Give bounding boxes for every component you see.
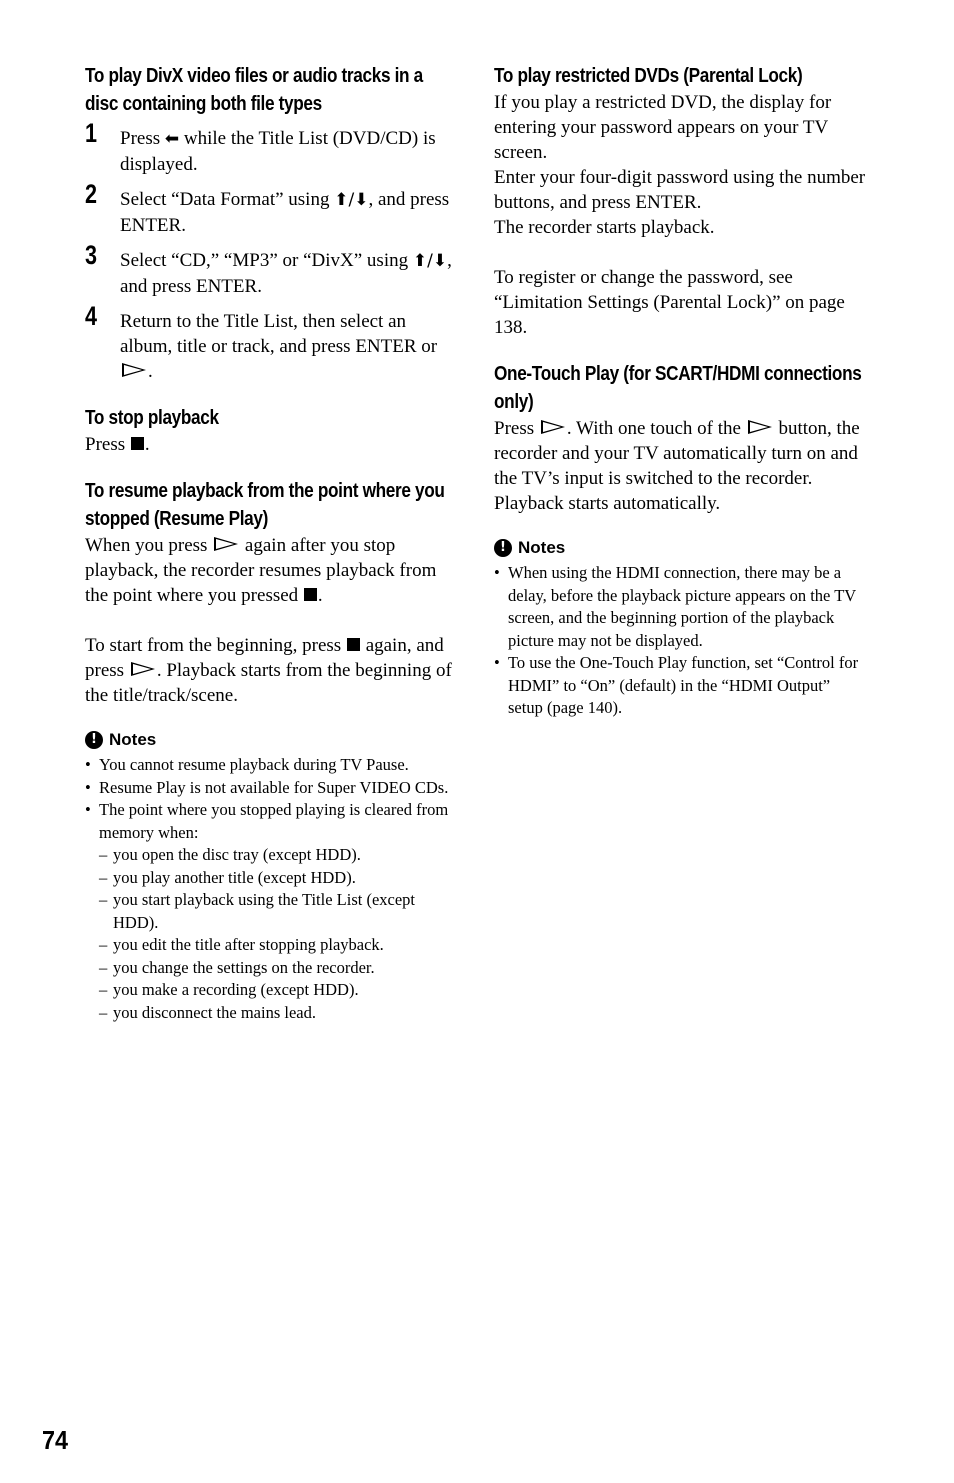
step-2 <box>85 179 457 238</box>
sub-note-item: – you disconnect the mains lead. <box>99 1002 457 1025</box>
notes-list <box>494 562 869 720</box>
note-item: • To use the One-Touch Play function, set “Control for HDMI” to “On” (default) in the “HDMI Output” setup (page 140). <box>494 652 869 720</box>
play-icon <box>748 420 772 434</box>
section-heading-parental: To play restricted DVDs (Parental Lock) <box>494 65 803 87</box>
sub-note-item: – you open the disc tray (except HDD). <box>99 844 457 867</box>
step-number: 2 <box>85 179 98 209</box>
step-text: Return to the Title List, then select an album, title or track, and press ENTER or <box>120 311 438 357</box>
notes-list <box>85 754 457 1024</box>
notes-title: Notes <box>109 730 157 749</box>
play-icon <box>541 420 565 434</box>
sub-note-item: – you change the settings on the recorder. <box>99 957 457 980</box>
note-item: • You cannot resume playback during TV Pause. <box>85 754 457 777</box>
step-text: , and press ENTER. <box>120 250 452 297</box>
notes-icon: ! <box>85 731 103 749</box>
step-text: Select “CD,” “MP3” or “DivX” using <box>120 250 409 271</box>
section-heading-stop: To stop playback <box>85 407 219 429</box>
body-text: . With one touch of the <box>566 418 741 439</box>
step-3 <box>85 240 457 299</box>
body-text: Press <box>494 418 535 439</box>
step-1 <box>85 118 457 177</box>
note-text: The point where you stopped playing is cleared from memory when: <box>99 800 449 842</box>
body-text: To start from the beginning, press <box>85 635 342 656</box>
parental-paragraph-1: If you play a restricted DVD, the display for entering your password appears on your TV screen. <box>494 92 832 163</box>
resume-paragraph-1 <box>85 533 457 608</box>
step-number: 3 <box>85 240 98 270</box>
up-down-arrow-icon: ⬆/⬇ <box>334 190 369 210</box>
sub-notes-list <box>99 844 457 1024</box>
note-item <box>85 799 457 1024</box>
step-text: Select “Data Format” using <box>120 189 330 210</box>
note-item: • When using the HDMI connection, there may be a delay, before the playback picture appears on the TV screen, and the beginning portion of the playback picture may not be displayed. <box>494 562 869 652</box>
step-text: Press <box>120 128 161 149</box>
stop-icon <box>304 588 317 601</box>
parental-paragraph-4: To register or change the password, see “Limitation Settings (Parental Lock)” on page 138. <box>494 267 845 338</box>
step-text: , and press ENTER. <box>120 189 450 236</box>
body-text: . <box>317 585 323 606</box>
play-icon <box>214 537 238 551</box>
play-icon <box>131 662 155 676</box>
notes-header <box>494 538 869 558</box>
return-arrow-icon: ⬅ <box>164 129 180 149</box>
body-text: again, and press <box>85 635 444 681</box>
notes-title: Notes <box>518 538 566 557</box>
stop-icon <box>347 638 360 651</box>
right-column <box>494 60 869 720</box>
step-number: 1 <box>85 118 98 148</box>
parental-paragraph-2: Enter your four-digit password using the number buttons, and press ENTER. <box>494 167 866 213</box>
body-text: . <box>144 434 150 455</box>
up-down-arrow-icon: ⬆/⬇ <box>412 251 448 271</box>
body-text: When you press <box>85 535 208 556</box>
body-text: Press <box>85 434 126 455</box>
section-heading-resume: To resume playback from the point where you stopped (Resume Play) <box>85 480 445 530</box>
notes-icon: ! <box>494 539 512 557</box>
step-number: 4 <box>85 301 98 331</box>
page-number: 74 <box>42 1425 69 1455</box>
body-text: again after you stop playback, the recorder resumes playback from the point where you pressed <box>85 535 437 606</box>
body-text: button, the recorder and your TV automatically turn on and the TV’s input is switched to the recorder. Playback starts automatically. <box>494 418 860 514</box>
sub-note-item: – you play another title (except HDD). <box>99 867 457 890</box>
step-4 <box>85 301 457 384</box>
resume-paragraph-2 <box>85 633 457 708</box>
note-item: • Resume Play is not available for Super VIDEO CDs. <box>85 777 457 800</box>
notes-header <box>85 730 457 750</box>
onetouch-paragraph <box>494 416 869 516</box>
stop-icon <box>131 437 144 450</box>
stop-body <box>85 432 457 457</box>
step-text: while the Title List (DVD/CD) is displayed. <box>120 128 436 175</box>
sub-note-item: – you start playback using the Title List (except HDD). <box>99 889 457 934</box>
section-heading-onetouch: One-Touch Play (for SCART/HDMI connections only) <box>494 363 862 413</box>
parental-paragraph-3: The recorder starts playback. <box>494 217 715 238</box>
sub-note-item: – you edit the title after stopping playback. <box>99 934 457 957</box>
step-text: . <box>148 361 153 382</box>
section-heading-divx: To play DivX video files or audio tracks in a disc containing both file types <box>85 65 423 115</box>
left-column <box>85 60 457 1024</box>
play-icon <box>122 363 146 377</box>
body-text: . Playback starts from the beginning of the title/track/scene. <box>85 660 452 706</box>
sub-note-item: – you make a recording (except HDD). <box>99 979 457 1002</box>
